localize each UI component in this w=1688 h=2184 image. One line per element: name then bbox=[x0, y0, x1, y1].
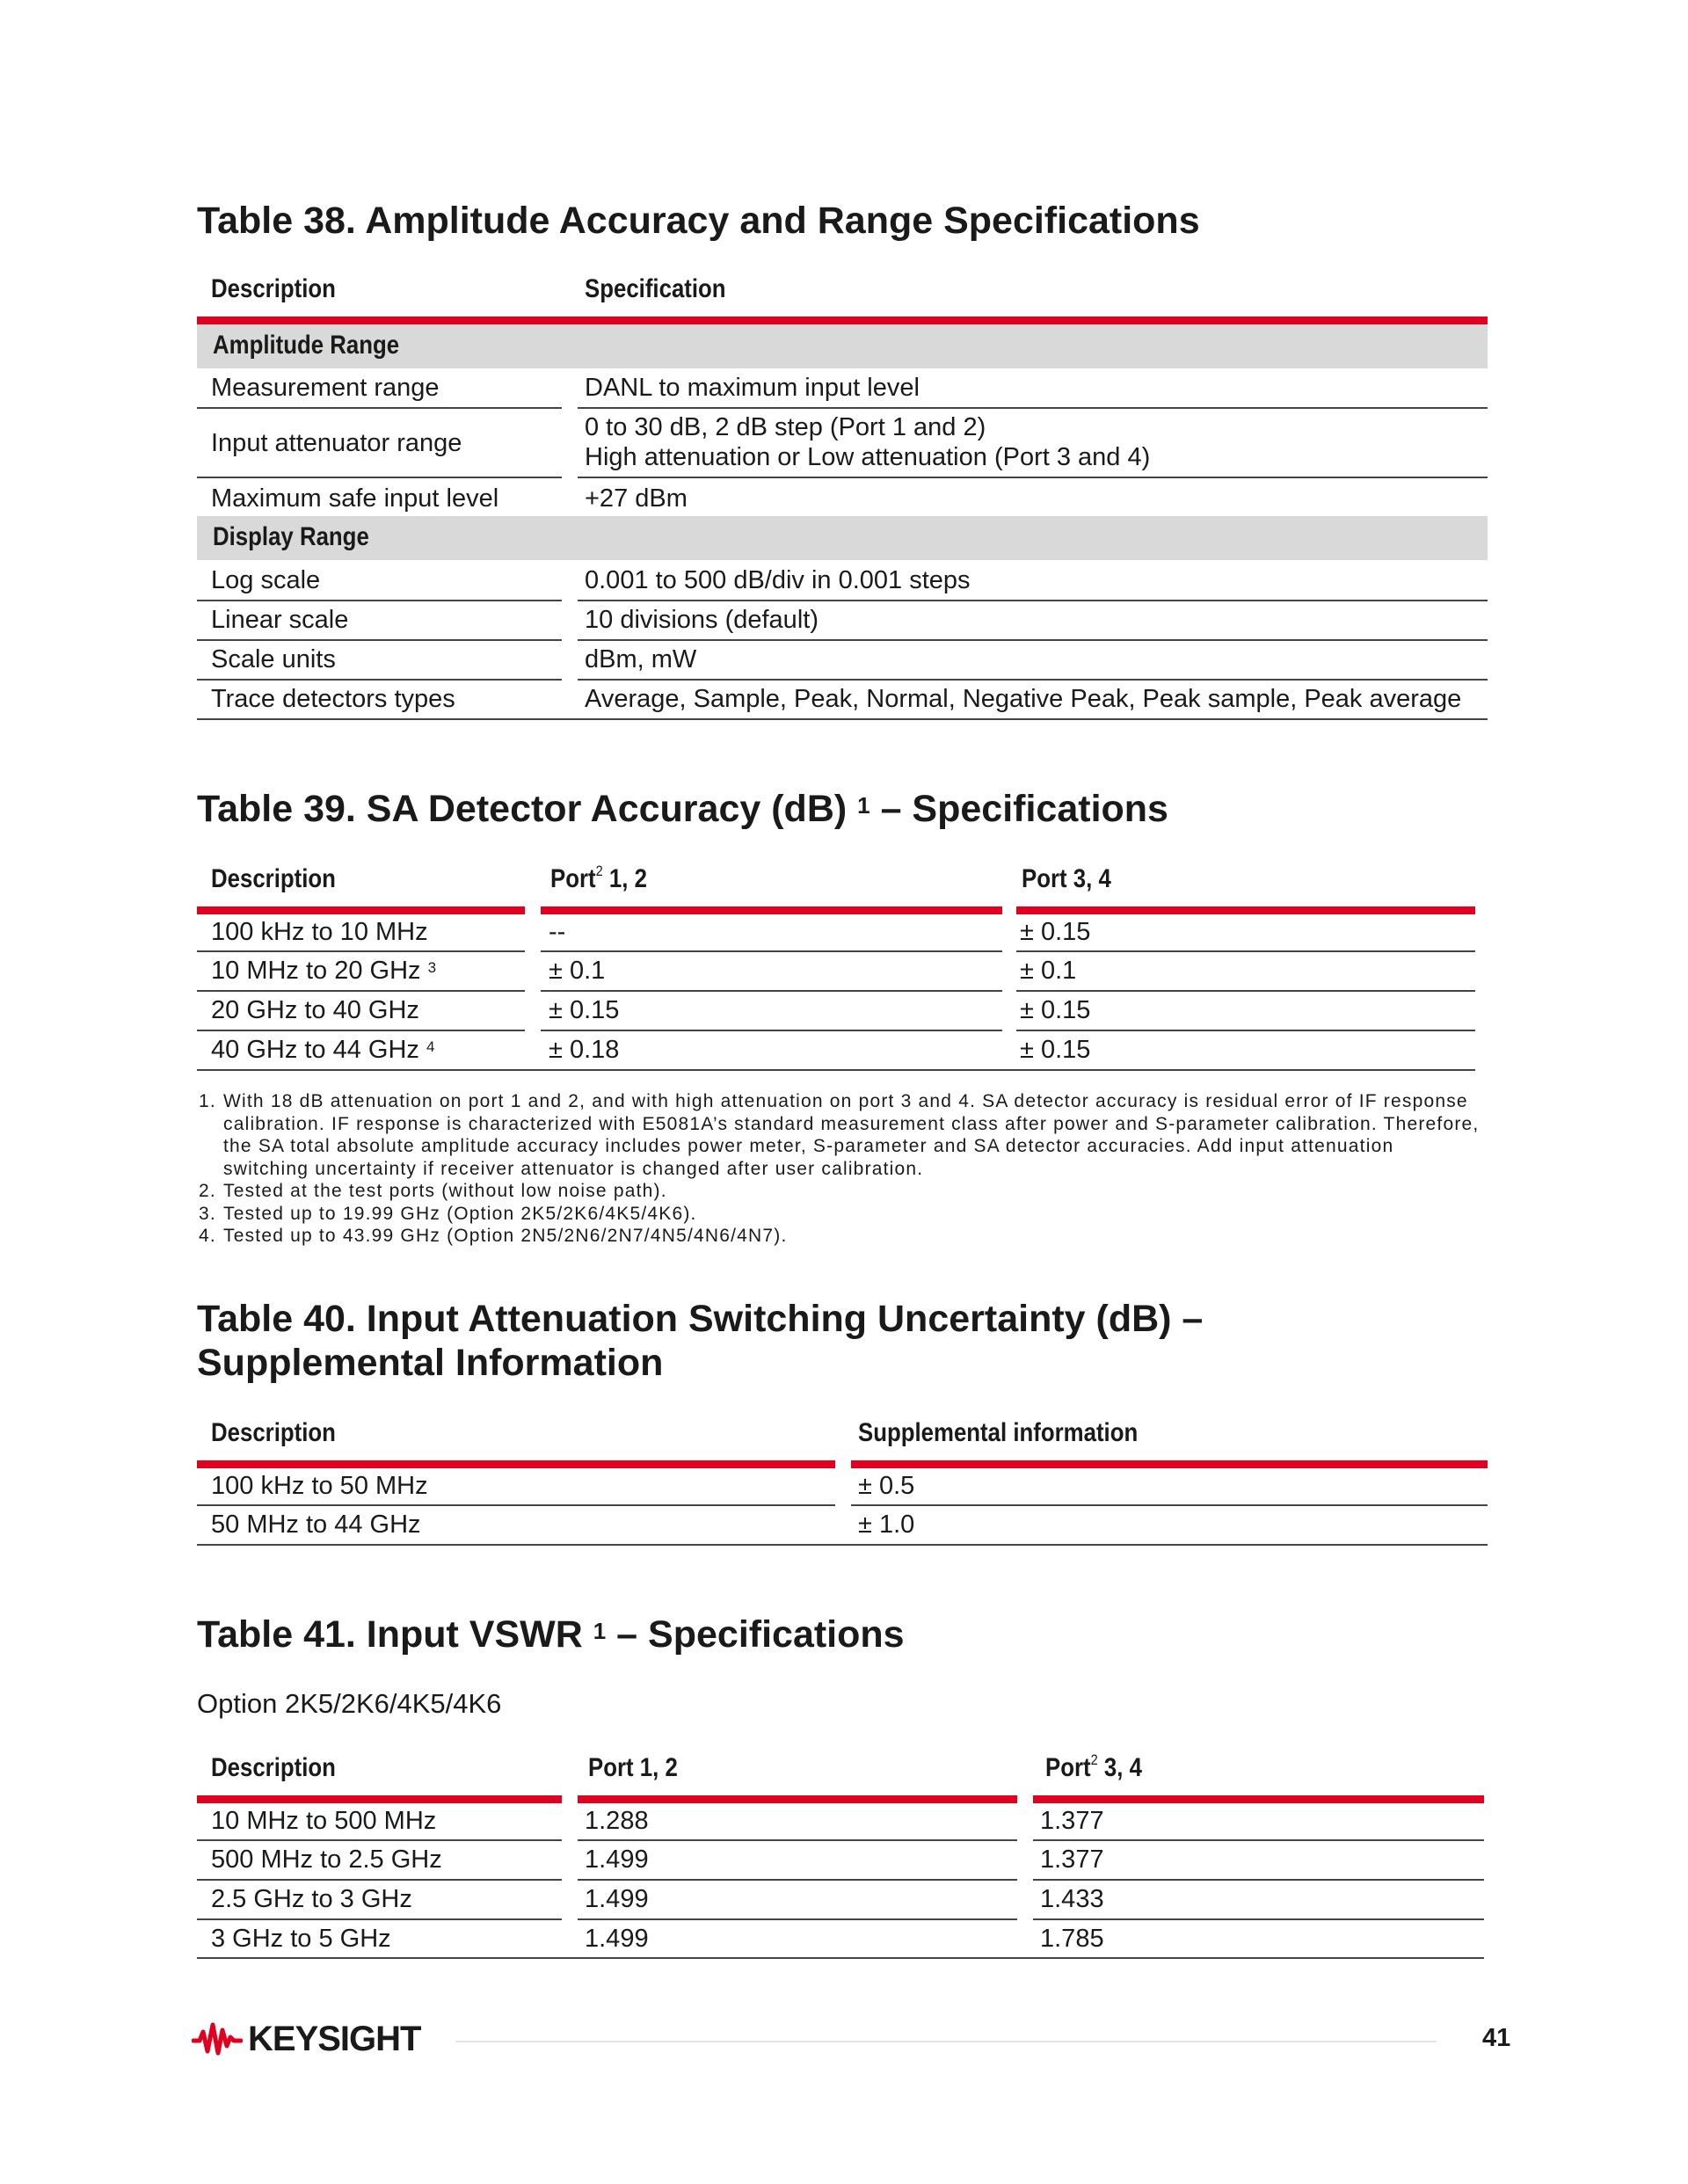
table-39-bottom-rule bbox=[197, 1069, 1475, 1071]
header-port-numbers: 3, 4 bbox=[1097, 1753, 1142, 1782]
row-rule bbox=[851, 1504, 1488, 1506]
footnote-ref: 2 bbox=[1090, 1751, 1098, 1768]
table-38-spec: 0.001 to 500 dB/div in 0.001 steps bbox=[585, 566, 971, 594]
row-rule bbox=[1033, 1918, 1484, 1920]
table-40-desc: 50 MHz to 44 GHz bbox=[211, 1511, 421, 1539]
table-41-header-port-3-4 bbox=[1045, 1753, 1142, 1783]
footnote: 3. Tested up to 19.99 GHz (Option 2K5/2K6/4K5/4K6). bbox=[199, 1203, 697, 1224]
table-39-desc: 100 kHz to 10 MHz bbox=[211, 918, 428, 946]
table-38-desc: Scale units bbox=[211, 645, 336, 673]
table-41-desc: 2.5 GHz to 3 GHz bbox=[211, 1885, 412, 1913]
row-rule bbox=[541, 990, 1002, 992]
table-38-title: Table 38. Amplitude Accuracy and Range Specifications bbox=[197, 200, 1200, 242]
row-rule bbox=[578, 407, 1488, 409]
row-rule bbox=[197, 990, 525, 992]
row-rule bbox=[1033, 1879, 1484, 1881]
table-39-port-3-4-value: ± 0.15 bbox=[1020, 1036, 1091, 1064]
header-port-label: Port bbox=[550, 864, 596, 893]
table-41-header-rule bbox=[578, 1795, 1017, 1803]
table-41-title bbox=[197, 1613, 905, 1656]
table-39-header-rule bbox=[1016, 906, 1475, 914]
brand-name: KEYSIGHT bbox=[248, 2019, 421, 2058]
table-39-port-3-4-value: ± 0.15 bbox=[1020, 996, 1091, 1024]
table-41-desc: 500 MHz to 2.5 GHz bbox=[211, 1845, 442, 1874]
table-39-desc: 10 MHz to 20 GHz $^3$ bbox=[211, 957, 437, 985]
table-40-title-line1: Table 40. Input Attenuation Switching Uncertainty (dB) – bbox=[197, 1298, 1204, 1340]
row-rule bbox=[197, 1918, 562, 1920]
table-41-title-main: Table 41. Input VSWR bbox=[197, 1613, 583, 1656]
row-rule bbox=[1016, 1030, 1475, 1031]
table-39-desc: 40 GHz to 44 GHz $^4$ bbox=[211, 1036, 435, 1064]
row-rule bbox=[578, 1918, 1017, 1920]
section-row-display-range bbox=[197, 516, 1488, 560]
row-rule bbox=[578, 679, 1488, 681]
section-label-display-range: Display Range bbox=[213, 522, 369, 551]
table-38-desc: Maximum safe input level bbox=[211, 484, 499, 513]
keysight-logo bbox=[192, 2017, 420, 2061]
table-38-header-description: Description bbox=[211, 274, 336, 303]
row-rule bbox=[197, 1879, 562, 1881]
table-38-spec: Average, Sample, Peak, Normal, Negative Peak, Peak sample, Peak average bbox=[585, 685, 1462, 713]
table-41-port-1-2-value: 1.499 bbox=[585, 1925, 649, 1953]
footnote: 2. Tested at the test ports (without low noise path). bbox=[199, 1181, 667, 1201]
table-41-port-1-2-value: 1.499 bbox=[585, 1845, 649, 1874]
table-41-port-3-4-value: 1.377 bbox=[1040, 1845, 1104, 1874]
row-rule bbox=[197, 950, 525, 952]
table-39-header-port-1-2 bbox=[550, 864, 647, 894]
table-38-desc: Input attenuator range bbox=[211, 429, 462, 457]
table-40-header-rule bbox=[851, 1460, 1488, 1468]
table-41-bottom-rule bbox=[197, 1957, 1484, 1959]
header-port-numbers: 1, 2 bbox=[602, 864, 647, 893]
row-rule bbox=[1016, 950, 1475, 952]
table-39-header-port-3-4: Port 3, 4 bbox=[1022, 864, 1111, 893]
table-38-bottom-rule bbox=[197, 718, 1488, 720]
table-39-port-1-2-value: ± 0.15 bbox=[549, 996, 620, 1024]
header-port-label: Port bbox=[1045, 1753, 1091, 1782]
table-39-title-tail: – Specifications bbox=[869, 788, 1168, 830]
table-41-title-tail: – Specifications bbox=[606, 1613, 905, 1656]
table-41-desc: 3 GHz to 5 GHz bbox=[211, 1925, 391, 1953]
row-rule bbox=[197, 1030, 525, 1031]
table-40-bottom-rule bbox=[197, 1544, 1488, 1546]
table-38-spec: 10 divisions (default) bbox=[585, 606, 819, 634]
table-39-header-rule bbox=[197, 906, 525, 914]
table-39-desc: 20 GHz to 40 GHz bbox=[211, 996, 419, 1024]
table-38-desc: Log scale bbox=[211, 566, 321, 594]
table-39-title bbox=[197, 787, 1168, 831]
row-rule bbox=[197, 679, 562, 681]
footnote-ref: 1 bbox=[593, 1618, 607, 1644]
table-38-spec-line2: High attenuation or Low attenuation (Port 3 and 4) bbox=[585, 443, 1151, 471]
table-40-desc: 100 kHz to 50 MHz bbox=[211, 1472, 428, 1500]
table-41-port-3-4-value: 1.377 bbox=[1040, 1807, 1104, 1835]
table-39-header-description: Description bbox=[211, 864, 336, 893]
table-39-port-1-2-value: -- bbox=[549, 918, 566, 946]
table-38-spec-line1: 0 to 30 dB, 2 dB step (Port 1 and 2) bbox=[585, 413, 986, 441]
table-39-port-1-2-value: ± 0.18 bbox=[549, 1036, 620, 1064]
table-41-header-description: Description bbox=[211, 1753, 336, 1782]
table-38-spec: +27 dBm bbox=[585, 484, 688, 513]
row-rule bbox=[197, 639, 562, 641]
keysight-wave-icon bbox=[192, 2020, 243, 2058]
row-rule bbox=[578, 600, 1488, 601]
table-39-port-1-2-value: ± 0.1 bbox=[549, 957, 606, 985]
row-rule bbox=[578, 477, 1488, 478]
table-38-desc: Trace detectors types bbox=[211, 685, 455, 713]
table-41-port-3-4-value: 1.433 bbox=[1040, 1885, 1104, 1913]
table-40-value: ± 0.5 bbox=[858, 1472, 915, 1500]
row-rule bbox=[578, 639, 1488, 641]
row-rule bbox=[197, 407, 562, 409]
row-rule bbox=[541, 950, 1002, 952]
table-41-header-rule bbox=[197, 1795, 562, 1803]
table-38-spec: DANL to maximum input level bbox=[585, 374, 920, 402]
footnote-ref: 1 bbox=[857, 792, 870, 819]
table-41-header-port-1-2: Port 1, 2 bbox=[588, 1753, 678, 1782]
page-number: 41 bbox=[1482, 2024, 1511, 2052]
row-rule bbox=[197, 1504, 835, 1506]
row-rule bbox=[578, 1839, 1017, 1841]
footnote-ref: 2 bbox=[595, 863, 603, 879]
row-rule bbox=[197, 1839, 562, 1841]
footnote: 1. With 18 dB attenuation on port 1 and 2, and with high attenuation on port 3 and 4. SA detector accuracy is residual error of IF response calibration. IF response is characterized with E5081A’s standard measurement class after power and S-parameter calibration. Therefore, the SA total absolute amplitude accuracy includes power meter, S-parameter and SA detector accuracies. Add input attenuation switching uncertainty if receiver attenuator is changed after user calibration. bbox=[199, 1091, 1480, 1179]
table-41-port-1-2-value: 1.499 bbox=[585, 1885, 649, 1913]
section-label-amplitude-range: Amplitude Range bbox=[213, 331, 400, 360]
table-40-value: ± 1.0 bbox=[858, 1511, 915, 1539]
row-rule bbox=[1016, 990, 1475, 992]
table-38-desc: Linear scale bbox=[211, 606, 349, 634]
row-rule bbox=[541, 1030, 1002, 1031]
table-40-header-supplemental: Supplemental information bbox=[858, 1418, 1139, 1447]
table-39-header-rule bbox=[541, 906, 1002, 914]
table-38-header-rule bbox=[197, 317, 1488, 324]
table-39-port-3-4-value: ± 0.1 bbox=[1020, 957, 1077, 985]
table-39-port-3-4-value: ± 0.15 bbox=[1020, 918, 1091, 946]
table-38-header-specification: Specification bbox=[585, 274, 726, 303]
footnote: 4. Tested up to 43.99 GHz (Option 2N5/2N6/2N7/4N5/4N6/4N7). bbox=[199, 1226, 788, 1246]
table-39-title-main: Table 39. SA Detector Accuracy (dB) bbox=[197, 788, 848, 830]
table-39-footnotes bbox=[197, 1090, 1481, 1248]
table-40-header-rule bbox=[197, 1460, 835, 1468]
row-rule bbox=[1033, 1839, 1484, 1841]
footer-divider bbox=[455, 2041, 1437, 2042]
table-38-spec: dBm, mW bbox=[585, 645, 697, 673]
table-41-desc: 10 MHz to 500 MHz bbox=[211, 1807, 437, 1835]
table-38-desc: Measurement range bbox=[211, 374, 440, 402]
table-40-header-description: Description bbox=[211, 1418, 336, 1447]
row-rule bbox=[578, 1879, 1017, 1881]
table-41-port-1-2-value: 1.288 bbox=[585, 1807, 649, 1835]
row-rule bbox=[197, 477, 562, 478]
row-rule bbox=[197, 600, 562, 601]
table-41-subtitle: Option 2K5/2K6/4K5/4K6 bbox=[197, 1688, 502, 1719]
table-40-title-line2: Supplemental Information bbox=[197, 1342, 664, 1384]
table-41-header-rule bbox=[1033, 1795, 1484, 1803]
table-41-port-3-4-value: 1.785 bbox=[1040, 1925, 1104, 1953]
